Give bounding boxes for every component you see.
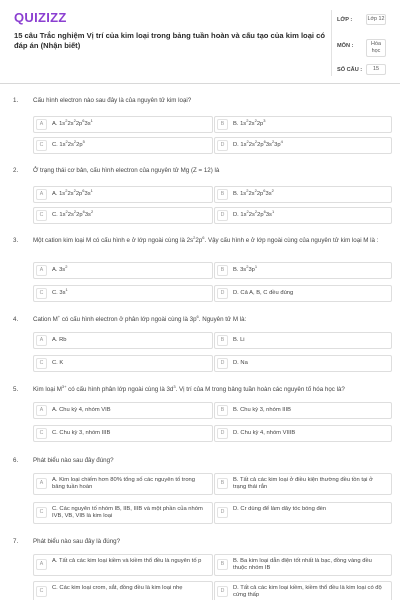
option-text: A. Chu kỳ 4, nhóm VIB bbox=[52, 407, 111, 413]
class-value: Lớp 12 bbox=[366, 14, 386, 25]
option-a[interactable] bbox=[33, 332, 213, 349]
option-d[interactable] bbox=[214, 207, 392, 224]
option-letter: D bbox=[217, 358, 228, 369]
option-text: B. $3s^23p^1$ bbox=[233, 264, 258, 273]
option-a[interactable] bbox=[33, 473, 213, 495]
option-letter: D bbox=[217, 140, 228, 151]
question-number: 3. bbox=[13, 237, 19, 244]
option-text: D. Cả A, B, C đều đúng bbox=[233, 290, 294, 296]
option-letter: C bbox=[36, 288, 47, 299]
option-b[interactable] bbox=[214, 116, 392, 133]
option-text: D. Tất cả các kim loại kiềm, kiềm thổ đều là kim loại có độ cứng thấp bbox=[233, 585, 382, 599]
option-text: D. $1s^22s^22p^63s^1$ bbox=[233, 209, 275, 218]
option-letter: A bbox=[36, 335, 47, 346]
option-d[interactable] bbox=[214, 355, 392, 372]
option-text: C. K bbox=[52, 360, 64, 366]
option-a[interactable] bbox=[33, 402, 213, 419]
option-text: B. Ba kim loại dẫn điện tốt nhất là bạc, đồng vàng đều thuộc nhóm IB bbox=[233, 558, 372, 572]
option-text: B. Li bbox=[233, 337, 245, 343]
option-d[interactable] bbox=[214, 581, 392, 600]
option-b[interactable] bbox=[214, 554, 392, 576]
option-b[interactable] bbox=[214, 262, 392, 279]
option-text: D. Cr dùng để làm dây tóc bóng đèn bbox=[233, 506, 327, 512]
option-letter: B bbox=[217, 335, 228, 346]
question-number: 6. bbox=[13, 457, 19, 464]
question-text: Một cation kim loại M có cấu hình e ở lớp ngoài cùng là $2s^22p^6$. Vậy cấu hình e ở lớp ngoài cùng của nguyên tử kim loại M là : bbox=[33, 234, 379, 244]
question-number: 5. bbox=[13, 386, 19, 393]
option-b[interactable] bbox=[214, 186, 392, 203]
option-letter: B bbox=[217, 478, 228, 489]
option-text: C. Các nguyên tố nhóm IB, IIB, IIIB và một phần của nhóm IVB, VB, VIB là kim loại bbox=[52, 506, 203, 520]
option-text: C. Các kim loại crom, sắt, đồng đều là kim loại nhẹ bbox=[52, 585, 183, 591]
option-letter: B bbox=[217, 189, 228, 200]
option-letter: D bbox=[217, 288, 228, 299]
count-value: 15 bbox=[366, 64, 386, 75]
option-text: D. Na bbox=[233, 360, 248, 366]
subject-label: MÔN : bbox=[337, 43, 354, 49]
option-letter: D bbox=[217, 428, 228, 439]
option-letter: D bbox=[217, 210, 228, 221]
option-letter: D bbox=[217, 586, 228, 597]
option-a[interactable] bbox=[33, 262, 213, 279]
option-text: A. Kim loại chiếm hơn 80% tổng số các nguyên tố trong bảng tuần hoàn bbox=[52, 477, 196, 491]
option-c[interactable] bbox=[33, 285, 213, 302]
option-letter: A bbox=[36, 559, 47, 570]
option-d[interactable] bbox=[214, 137, 392, 154]
option-letter: C bbox=[36, 507, 47, 518]
option-text: A. Rb bbox=[52, 337, 67, 343]
option-b[interactable] bbox=[214, 402, 392, 419]
option-b[interactable] bbox=[214, 332, 392, 349]
option-a[interactable] bbox=[33, 186, 213, 203]
option-letter: A bbox=[36, 265, 47, 276]
meta-divider bbox=[331, 10, 332, 76]
option-text: B. $1s^22s^22p^3$ bbox=[233, 118, 266, 127]
option-letter: C bbox=[36, 140, 47, 151]
count-label: SỐ CÂU : bbox=[337, 67, 363, 73]
option-letter: A bbox=[36, 405, 47, 416]
option-d[interactable] bbox=[214, 502, 392, 524]
option-text: A. $3s^2$ bbox=[52, 264, 68, 273]
option-d[interactable] bbox=[214, 425, 392, 442]
option-letter: B bbox=[217, 405, 228, 416]
option-text: D. Chu kỳ 4, nhóm VIIIB bbox=[233, 430, 296, 436]
option-c[interactable] bbox=[33, 581, 213, 600]
option-text: B. $1s^22s^22p^63s^2$ bbox=[233, 188, 274, 197]
option-text: C. $1s^22s^22p^63s^2$ bbox=[52, 209, 94, 218]
option-text: A. $1s^22s^22p^63s^1$ bbox=[52, 118, 93, 127]
option-text: A. Tất cả các kim loại kiềm và kiềm thổ đều là nguyên tố p bbox=[52, 558, 202, 564]
option-text: B. Tất cả các kim loại ở điều kiện thường đều tồn tại ở trạng thái rắn bbox=[233, 477, 373, 491]
option-letter: D bbox=[217, 507, 228, 518]
question-text: Phát biểu nào sau đây đúng? bbox=[33, 457, 114, 464]
option-letter: A bbox=[36, 119, 47, 130]
question-number: 2. bbox=[13, 167, 19, 174]
question-number: 7. bbox=[13, 538, 19, 545]
option-letter: B bbox=[217, 559, 228, 570]
worksheet-header bbox=[0, 0, 400, 84]
question-number: 4. bbox=[13, 316, 19, 323]
question-text: Kim loại $M^{3+}$ có cấu hình phân lớp ngoài cùng là $3d^3$. Vị trí của M trong bảng tuần hoàn các nguyên tố hóa học là? bbox=[33, 383, 345, 393]
option-letter: A bbox=[36, 189, 47, 200]
question-text: Ở trạng thái cơ bản, cấu hình electron của nguyên tử Mg (Z = 12) là bbox=[33, 167, 220, 174]
option-letter: C bbox=[36, 358, 47, 369]
question-text: Phát biểu nào sau đây là đúng? bbox=[33, 538, 121, 545]
option-text: C. Chu kỳ 3, nhóm IIIB bbox=[52, 430, 111, 436]
option-b[interactable] bbox=[214, 473, 392, 495]
quizizz-logo: QUIZIZZ bbox=[14, 10, 67, 25]
subject-value: Hóa học bbox=[366, 39, 386, 57]
option-letter: B bbox=[217, 265, 228, 276]
option-c[interactable] bbox=[33, 137, 213, 154]
question-text: Cation M+ có cấu hình electron ở phân lớp ngoài cùng là $3p^6$. Nguyên tử M là: bbox=[33, 313, 247, 323]
option-text: B. Chu kỳ 3, nhóm IIIB bbox=[233, 407, 291, 413]
option-letter: B bbox=[217, 119, 228, 130]
option-letter: C bbox=[36, 210, 47, 221]
option-c[interactable] bbox=[33, 207, 213, 224]
question-text: Cấu hình electron nào sau đây là của nguyên tử kim loại? bbox=[33, 97, 192, 104]
class-label: LỚP : bbox=[337, 17, 353, 23]
option-text: C. $1s^22s^22p^5$ bbox=[52, 139, 85, 148]
option-a[interactable] bbox=[33, 116, 213, 133]
option-a[interactable] bbox=[33, 554, 213, 576]
option-d[interactable] bbox=[214, 285, 392, 302]
option-letter: A bbox=[36, 478, 47, 489]
option-c[interactable] bbox=[33, 425, 213, 442]
option-text: C. $3s^1$ bbox=[52, 287, 68, 296]
option-letter: C bbox=[36, 586, 47, 597]
option-text: D. $1s^22s^22p^63s^23p^4$ bbox=[233, 139, 283, 148]
option-c[interactable] bbox=[33, 502, 213, 524]
page-title: 15 câu Trắc nghiệm Vị trí của kim loại trong bảng tuần hoàn và cấu tạo của kim loại có đáp án (Nhận biết) bbox=[14, 31, 326, 50]
question-number: 1. bbox=[13, 97, 19, 104]
option-text: A. $1s^22s^22p^63s^1$ bbox=[52, 188, 93, 197]
option-c[interactable] bbox=[33, 355, 213, 372]
option-letter: C bbox=[36, 428, 47, 439]
